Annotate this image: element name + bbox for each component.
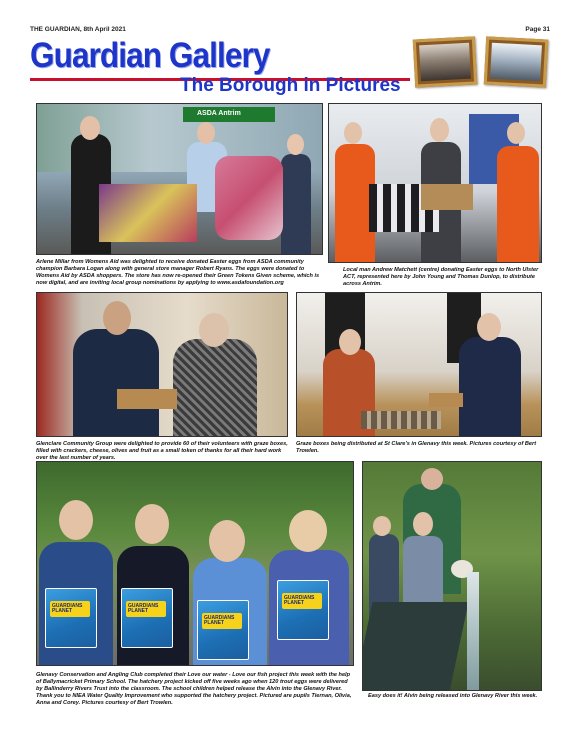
- picture-frame-icon: [413, 36, 477, 87]
- photo-andrew-matchett: [328, 103, 542, 263]
- book-cover: GUARDIANS PLANET: [277, 580, 329, 640]
- photo-pupils-guardians-planet: [36, 461, 354, 666]
- photo-st-clares: [296, 292, 542, 437]
- caption-andrew-matchett: Local man Andrew Matchett (centre) donating Easter eggs to North Ulster ACT, represented here by John Young and Thomas Dunlop, to distribute across Antrim.: [343, 267, 539, 287]
- page-title: Guardian Gallery: [30, 36, 270, 75]
- caption-pupils: Glenavy Conservation and Angling Club completed their Love our water - Love our fish project this week with the help of Ballymacricket Primary School. The hatchery project kicked off five weeks ago when 120 trout eggs were delivered by Ballinderry Rivers Trust into the classroom. The school children helped release the Alvin into the Glenavy River. Thank you to NIEA Water Quality Improvement who supported the hatchery project. Pictured are pupils Tiernan, Olivia, Anna and Corey. Pictures courtesy of Bert Trowlen.: [36, 672, 352, 706]
- caption-alvin: Easy does it! Alvin being released into Glenavy River this week.: [368, 693, 538, 699]
- folio-left: THE GUARDIAN, 8th April 2021: [30, 26, 126, 33]
- book-cover: GUARDIANS PLANET: [45, 588, 97, 648]
- photo-alvin-release: [362, 461, 542, 691]
- page-subtitle: The Borough in Pictures: [180, 75, 401, 96]
- photo-asda-easter-eggs: [36, 103, 323, 255]
- caption-asda: Arlene Millar from Womens Aid was delighted to receive donated Easter eggs from ASDA community champion Barbara Logan along with general store manager Robert Ryans. The eggs were donated to Womens Aid by ASDA shoppers. The store has now re-opened their Green Tokens Given scheme, which is now digital, and are inviting local group nominations by applying to www.asdafoundation.org: [36, 259, 320, 286]
- caption-st-clares: Graze boxes being distributed at St Clare's in Glenavy this week. Pictures courtesy of Bert Trowlen.: [296, 441, 537, 454]
- masthead: [30, 34, 550, 96]
- picture-frame-icon: [484, 36, 548, 87]
- photo-glenclare: [36, 292, 288, 437]
- book-cover: GUARDIANS PLANET: [121, 588, 173, 648]
- folio-right: Page 31: [525, 26, 550, 33]
- book-cover: GUARDIANS PLANET: [197, 600, 249, 660]
- asda-sign: ASDA Antrim: [183, 107, 275, 122]
- caption-glenclare: Glenclare Community Group were delighted to provide 60 of their volunteers with graze boxes, filled with crackers, cheese, olives and fruit as a small token of thanks for all their hard work over the last number of years.: [36, 441, 288, 461]
